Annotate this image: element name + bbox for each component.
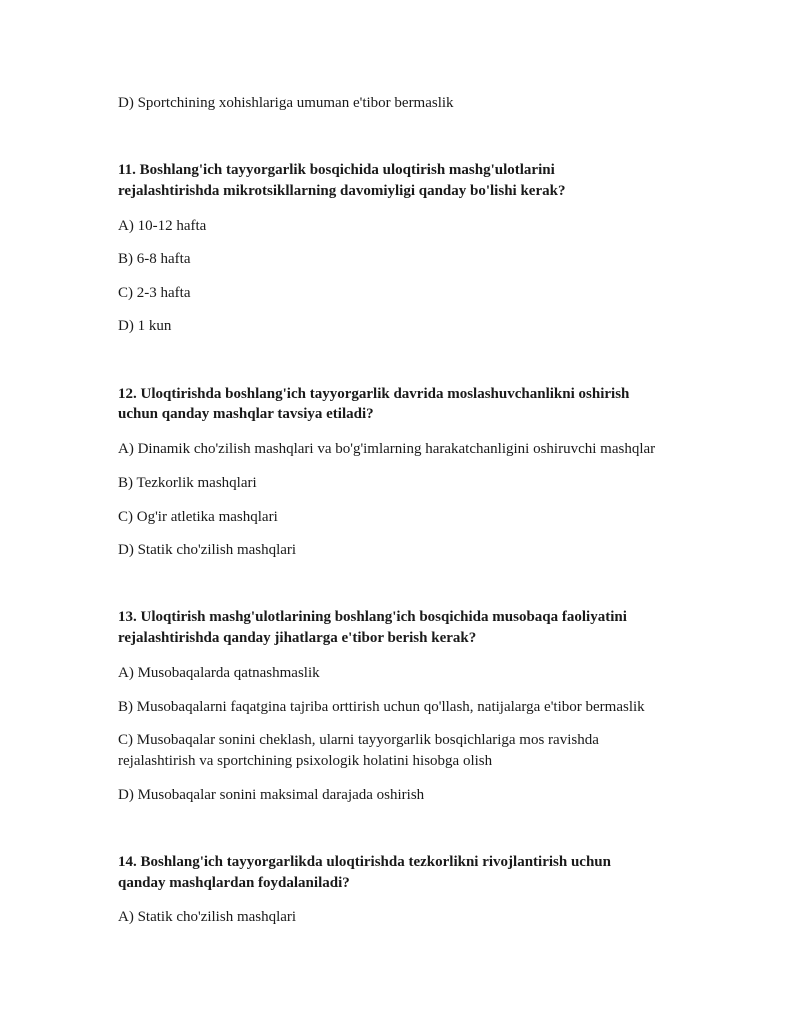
question-13-option-a: A) Musobaqalarda qatnashmaslik bbox=[118, 665, 320, 681]
question-11-option-c: C) 2-3 hafta bbox=[118, 285, 191, 301]
question-12-text-line-2: uchun qanday mashqlar tavsiya etiladi? bbox=[118, 406, 374, 422]
question-13-option-b: B) Musobaqalarni faqatgina tajriba orttirish uchun qo'llash, natijalarga e'tibor bermaslik bbox=[118, 699, 645, 715]
question-13-option-d: D) Musobaqalar sonini maksimal darajada oshirish bbox=[118, 787, 425, 803]
question-14-text-line-1: 14. Boshlang'ich tayyorgarlikda uloqtirishda tezkorlikni rivojlantirish uchun bbox=[118, 854, 611, 870]
question-11-option-a: A) 10-12 hafta bbox=[118, 218, 207, 234]
question-12-option-b: B) Tezkorlik mashqlari bbox=[118, 475, 257, 491]
question-13-text-line-1: 13. Uloqtirish mashg'ulotlarining boshlang'ich bosqichida musobaqa faoliyatini bbox=[118, 609, 627, 625]
question-11-option-d: D) 1 kun bbox=[118, 318, 172, 334]
question-11-option-b: B) 6-8 hafta bbox=[118, 251, 191, 267]
question-13-option-c-line-1: C) Musobaqalar sonini cheklash, ularni tayyorgarlik bosqichlariga mos ravishda bbox=[118, 732, 599, 748]
question-11-text-line-1: 11. Boshlang'ich tayyorgarlik bosqichida uloqtirish mashg'ulotlarini bbox=[118, 162, 555, 178]
question-12-option-d: D) Statik cho'zilish mashqlari bbox=[118, 542, 297, 558]
question-13-text-line-2: rejalashtirishda qanday jihatlarga e'tibor berish kerak? bbox=[118, 630, 477, 646]
question-12-option-c: C) Og'ir atletika mashqlari bbox=[118, 509, 278, 525]
question-12-option-a: A) Dinamik cho'zilish mashqlari va bo'g'imlarning harakatchanligini oshiruvchi mashqlar bbox=[118, 441, 656, 457]
question-13-option-c-line-2: rejalashtirish va sportchining psixologik holatini hisobga olish bbox=[118, 753, 493, 769]
question-12-text-line-1: 12. Uloqtirishda boshlang'ich tayyorgarlik davrida moslashuvchanlikni oshirish bbox=[118, 386, 630, 402]
question-11-text-line-2: rejalashtirishda mikrotsikllarning davomiyligi qanday bo'lishi kerak? bbox=[118, 183, 566, 199]
option-d-previous: D) Sportchining xohishlariga umuman e'tibor bermaslik bbox=[118, 95, 454, 111]
question-14-option-a: A) Statik cho'zilish mashqlari bbox=[118, 909, 297, 925]
question-14-text-line-2: qanday mashqlardan foydalaniladi? bbox=[118, 875, 350, 891]
